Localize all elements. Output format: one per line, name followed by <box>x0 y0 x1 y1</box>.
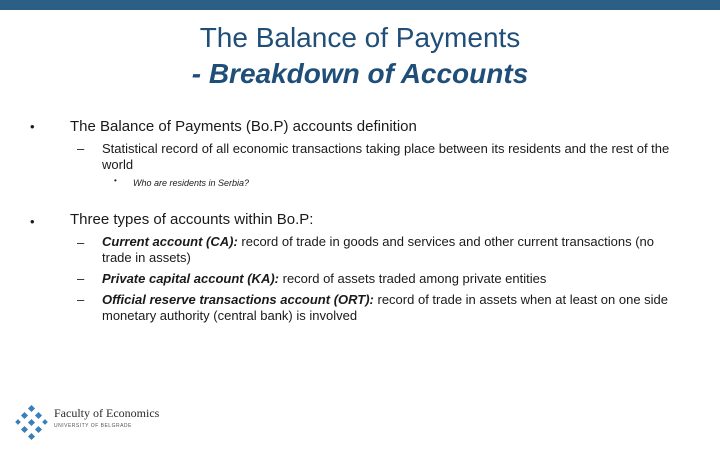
title-line-1: The Balance of Payments <box>199 22 521 53</box>
current-account-term: Current account (CA): <box>102 234 238 249</box>
private-capital-account-text: record of assets traded among private entities <box>279 271 547 286</box>
private-capital-account-term: Private capital account (KA): <box>102 271 279 286</box>
bullet-three-account-types: Three types of accounts within Bo.P: <box>70 211 314 228</box>
official-reserve-account-term: Official reserve transactions account (ORT): <box>102 292 374 307</box>
bullet-bop-definition: The Balance of Payments (Bo.P) accounts definition <box>70 118 417 135</box>
logo-subtitle: UNIVERSITY OF BELGRADE <box>54 423 132 429</box>
sub-bullet-statistical-record: Statistical record of all economic transactions taking place between its residents and the rest of the world <box>102 141 670 172</box>
dash-marker: – <box>77 235 85 250</box>
dash-marker: – <box>77 141 85 156</box>
logo-name: Faculty of Economics <box>54 406 160 420</box>
slide-title <box>0 20 720 92</box>
dash-marker: – <box>77 271 85 286</box>
current-account-text: record of trade in goods and services and other current transactions (no trade in assets) <box>102 234 655 265</box>
sub-bullet-current-account <box>102 234 682 266</box>
bullet-marker: • <box>30 214 35 229</box>
bullet-marker: • <box>30 119 35 134</box>
sub-sub-bullet-residents-question: Who are residents in Serbia? <box>133 178 250 188</box>
bullet-marker: • <box>114 176 117 185</box>
sub-bullet-private-capital-account <box>102 271 682 287</box>
dash-marker: – <box>77 292 85 307</box>
official-reserve-account-text: record of trade in assets when at least on one side monetary authority (central bank) is involved <box>102 292 669 323</box>
title-line-2: - Breakdown of Accounts <box>191 58 529 89</box>
sub-bullet-official-reserve-account <box>102 292 682 324</box>
top-accent-bar <box>0 0 720 10</box>
